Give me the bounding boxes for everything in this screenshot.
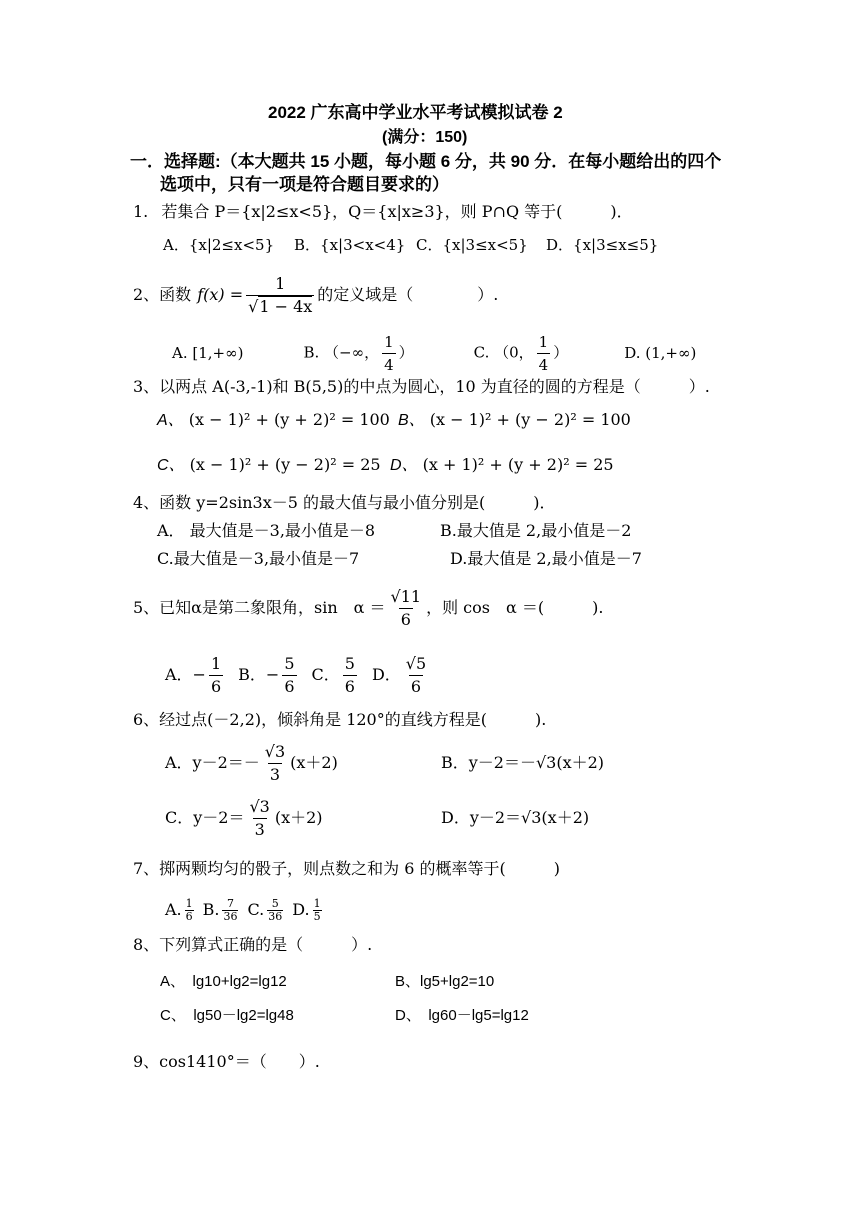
q2-option-b-num: 1 bbox=[384, 332, 394, 351]
q5-stem-pre: 5、已知α是第二象限角，sin α ＝ bbox=[133, 598, 386, 617]
q6-option-d: D．y－2＝√3(x＋2) bbox=[441, 808, 590, 827]
q5-option-b-label: B．− bbox=[238, 664, 280, 684]
q4-option-d: D.最大值是 2,最小值是－7 bbox=[450, 549, 642, 568]
q2-fraction-numerator: 1 bbox=[275, 273, 286, 293]
q7-option-c bbox=[247, 898, 286, 923]
q2-radicand: 1 − 4x bbox=[259, 296, 313, 316]
q3-option-c-label: C、 bbox=[157, 457, 185, 474]
q5-option-c-label: C． bbox=[311, 664, 340, 684]
q7-option-a bbox=[165, 898, 197, 923]
q7-option-c-label: C. bbox=[247, 899, 265, 919]
q6-stem: 6、经过点(－2,2)，倾斜角是 120°的直线方程是( ). bbox=[133, 710, 547, 729]
q2-option-c-post: ） bbox=[553, 343, 569, 361]
q5-stem-post: ，则 cos α ＝( ). bbox=[426, 598, 604, 617]
q5-num: √11 bbox=[390, 586, 422, 606]
q6-option-b: B．y－2＝－√3(x＋2) bbox=[441, 753, 605, 772]
q4-option-b: B.最大值是 2,最小值是－2 bbox=[440, 521, 632, 540]
q2-option-c-num: 1 bbox=[538, 332, 549, 351]
q2-option-c-pre: C. （0， bbox=[473, 343, 534, 361]
q3-option-a bbox=[157, 410, 390, 431]
q3-option-d-label: D、 bbox=[390, 457, 418, 474]
q7-stem: 7、掷两颗均匀的骰子，则点数之和为 6 的概率等于( ) bbox=[133, 859, 561, 878]
q5-option-d bbox=[372, 655, 431, 696]
q3-option-c bbox=[157, 455, 381, 476]
q6-option-c-num: √3 bbox=[249, 796, 270, 816]
q7-option-c-num: 5 bbox=[271, 896, 279, 910]
q7-option-d bbox=[292, 898, 324, 923]
q5-option-a-den: 6 bbox=[210, 676, 222, 696]
q2-options bbox=[172, 330, 696, 376]
q6-option-a-num: √3 bbox=[264, 741, 286, 761]
q2-option-c bbox=[474, 333, 569, 374]
q6-option-a-post: (x＋2) bbox=[290, 753, 338, 772]
q7-option-b-num: 7 bbox=[226, 896, 234, 910]
q1-option-a: A．{x|2≤x<5} bbox=[163, 236, 275, 254]
q5-option-b bbox=[238, 655, 299, 696]
q8-option-c: C、 lg50－lg2=lg48 bbox=[160, 1007, 294, 1024]
q1-option-b: B．{x|3<x<4} bbox=[294, 236, 406, 254]
q5-option-b-den: 6 bbox=[284, 676, 295, 696]
q5-option-a bbox=[165, 655, 226, 696]
q7-option-b-den: 36 bbox=[223, 909, 238, 923]
q5-stem bbox=[133, 585, 603, 631]
q1-number: 1. bbox=[133, 202, 149, 221]
q2-option-a: A. [1,+∞) bbox=[172, 344, 244, 362]
q5-option-d-num: √5 bbox=[405, 653, 427, 673]
q7-option-d-num: 1 bbox=[313, 896, 321, 910]
q3-option-b bbox=[398, 410, 631, 431]
section-heading-line1: 一．选择题:（本大题共 15 小题，每小题 6 分，共 90 分．在每小题给出的四个 bbox=[130, 152, 722, 171]
q3-option-d bbox=[390, 455, 614, 476]
q8-stem: 8、下列算式正确的是（ ）. bbox=[133, 935, 373, 954]
q5-option-d-label: D． bbox=[371, 664, 401, 684]
q7-option-c-den: 36 bbox=[268, 909, 283, 923]
q4-option-a: A． 最大值是－3,最小值是－8 bbox=[157, 521, 376, 540]
q5-den: 6 bbox=[400, 609, 411, 629]
q5-options bbox=[165, 652, 431, 698]
q2-fraction bbox=[246, 275, 314, 316]
q3-option-d-text: (x + 1)² + (y + 2)² = 25 bbox=[422, 455, 614, 474]
q6-option-a-pre: A．y－2＝－ bbox=[165, 753, 260, 772]
q4-option-c: C.最大值是－3,最小值是－7 bbox=[157, 549, 360, 568]
q6-option-c-post: (x＋2) bbox=[274, 808, 323, 827]
q2-function: f(x) = bbox=[197, 285, 244, 304]
exam-score: (满分：150) bbox=[382, 129, 468, 146]
q8-option-b: B、lg5+lg2=10 bbox=[395, 973, 495, 990]
q5-option-a-label: A．− bbox=[165, 664, 206, 684]
q7-option-b-label: B. bbox=[202, 899, 220, 919]
q6-option-a-den: 3 bbox=[269, 764, 281, 784]
q1-option-c: C．{x|3≤x<5} bbox=[416, 236, 528, 254]
sqrt-icon: √ bbox=[248, 296, 259, 316]
q2-option-b-pre: B. （−∞， bbox=[303, 343, 380, 361]
q8-option-d: D、 lg60－lg5=lg12 bbox=[395, 1007, 529, 1024]
q3-option-a-label: A、 bbox=[157, 412, 184, 429]
q2-fraction-denominator bbox=[246, 295, 314, 316]
q2-option-b-post: ） bbox=[398, 343, 414, 361]
q5-option-c bbox=[312, 655, 360, 696]
q4-stem: 4、函数 y=2sin3x－5 的最大值与最小值分别是( )． bbox=[133, 493, 556, 512]
q2-option-c-den: 4 bbox=[537, 353, 551, 374]
q7-options bbox=[165, 895, 325, 925]
q2-stem bbox=[133, 272, 498, 318]
q7-option-a-den: 6 bbox=[185, 909, 193, 923]
q6-option-c-den: 3 bbox=[254, 819, 265, 839]
exam-title: 2022 广东高中学业水平考试模拟试卷 2 bbox=[268, 103, 563, 122]
q2-option-b bbox=[303, 333, 413, 374]
q7-option-a-num: 1 bbox=[185, 896, 193, 910]
q1-stem bbox=[133, 202, 633, 222]
q3-option-b-text: (x − 1)² + (y − 2)² = 100 bbox=[429, 410, 631, 429]
q1-option-d: D．{x|3≤x≤5} bbox=[546, 236, 659, 254]
q8-option-a: A、 lg10+lg2=lg12 bbox=[160, 973, 287, 990]
q5-option-a-num: 1 bbox=[210, 653, 222, 673]
q5-option-d-den: 6 bbox=[410, 676, 422, 696]
q5-option-c-den: 6 bbox=[344, 676, 355, 696]
q9-stem: 9、cos1410°＝（ ）. bbox=[133, 1052, 320, 1071]
q3-option-b-label: B、 bbox=[398, 412, 425, 429]
q2-tail: 的定义域是（ ）. bbox=[317, 285, 499, 304]
section-heading-line2: 选项中，只有一项是符合题目要求的） bbox=[160, 175, 449, 194]
q3-stem: 3、以两点 A(-3,-1)和 B(5,5)的中点为圆心，10 为直径的圆的方程是（ ）. bbox=[133, 377, 710, 396]
q5-option-c-num: 5 bbox=[344, 653, 355, 673]
q3-option-c-text: (x − 1)² + (y − 2)² = 25 bbox=[189, 455, 381, 474]
q7-option-a-label: A. bbox=[165, 899, 182, 919]
q1-text: 若集合 P＝{x|2≤x<5}，Q＝{x|x≥3}，则 P∩Q 等于( )． bbox=[161, 202, 633, 221]
q6-option-c bbox=[165, 795, 323, 841]
q7-option-b bbox=[203, 898, 242, 923]
q6-option-c-pre: C．y－2＝ bbox=[165, 808, 245, 827]
q2-option-b-den: 4 bbox=[382, 353, 396, 374]
q7-option-d-label: D. bbox=[292, 899, 310, 919]
q7-option-d-den: 5 bbox=[313, 909, 321, 923]
q2-option-d: D. (1,+∞) bbox=[624, 344, 697, 362]
q2-number: 2、函数 bbox=[133, 285, 192, 304]
q6-option-a bbox=[165, 740, 338, 786]
q3-option-a-text: (x − 1)² + (y + 2)² = 100 bbox=[188, 410, 390, 429]
q5-option-b-num: 5 bbox=[284, 653, 295, 673]
